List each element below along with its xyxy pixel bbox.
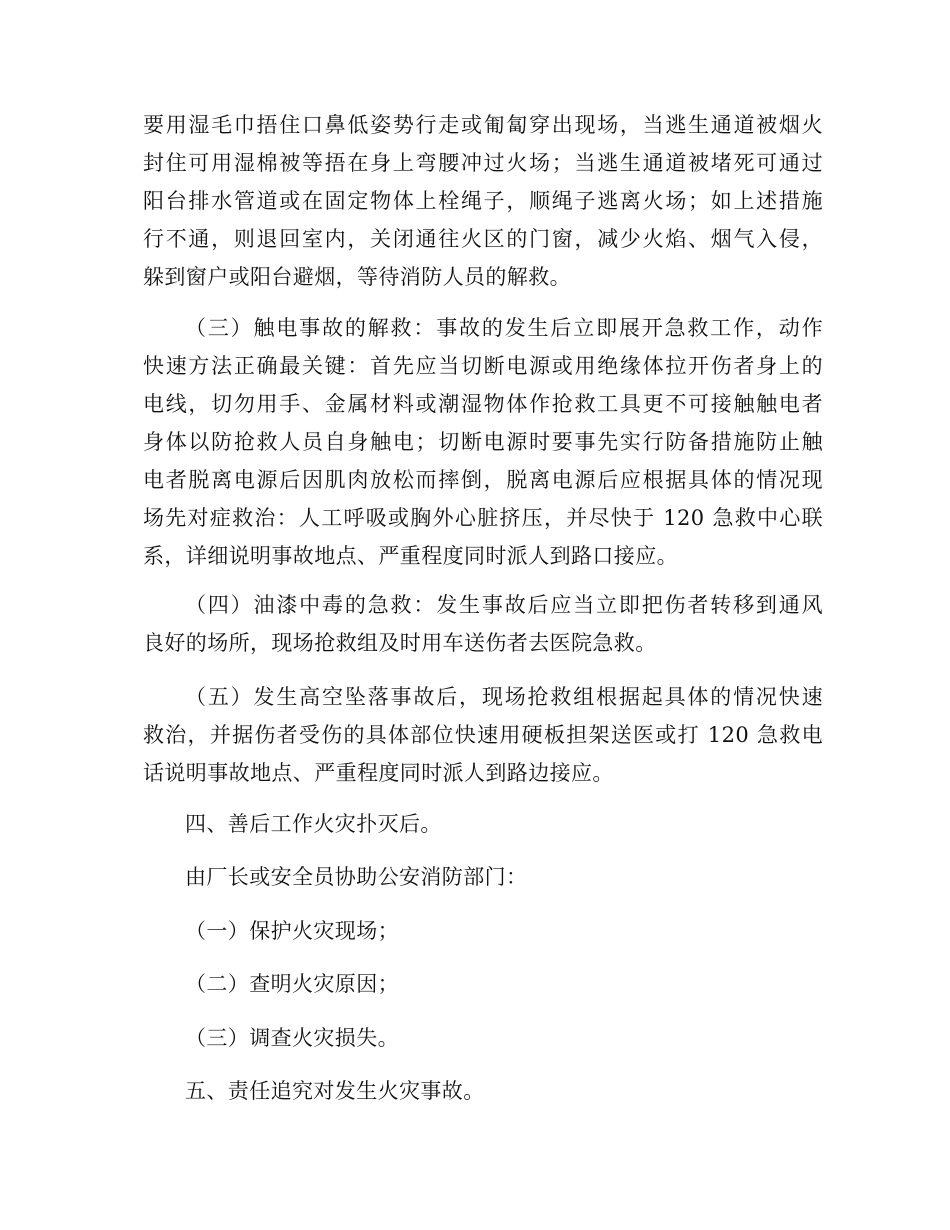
paragraph-line: （三）触电事故的解救：事故的发生后立即展开急救工作，动作 [185,316,823,340]
paragraph-line: 阳台排水管道或在固定物体上栓绳子，顺绳子逃离火场；如上述措施 [143,189,823,213]
paragraph-fall-accident [143,678,823,792]
paragraph-line: 身体以防抢救人员自身触电；切断电源时要事先实行防备措施防止触 [143,430,823,454]
paragraph-assist-fire-department: 由厂长或安全员协助公安消防部门： [185,865,528,889]
paragraph-escape-instructions [143,106,823,296]
list-item-find-cause: （二）查明火灾原因； [185,972,399,996]
section-heading-aftermath: 四、善后工作火灾扑灭后。 [185,812,442,836]
paragraph-line: 场先对症救治：人工呼吸或胸外心脏挤压，并尽快于 120 急救中心联 [143,506,823,530]
paragraph-line: 电线，切勿用手、金属材料或潮湿物体作抢救工具更不可接触触电者 [143,392,823,416]
paragraph-line: 封住可用湿棉被等捂在身上弯腰冲过火场；当逃生通道被堵死可通过 [143,151,823,175]
paragraph-line: 良好的场所，现场抢救组及时用车送伤者去医院急救。 [143,631,657,655]
paragraph-line: 话说明事故地点、严重程度同时派人到路边接应。 [143,761,614,785]
paragraph-line: （五）发生高空坠落事故后，现场抢救组根据起具体的情况快速 [185,685,823,709]
paragraph-line: （四）油漆中毒的急救：发生事故后应当立即把伤者转移到通风 [185,593,823,617]
paragraph-electric-shock [143,309,823,575]
paragraph-paint-poisoning [143,586,823,662]
paragraph-line: 躲到窗户或阳台避烟，等待消防人员的解救。 [143,265,571,289]
paragraph-line: 救治，并据伤者受伤的具体部位快速用硬板担架送医或打 120 急救电 [143,723,823,747]
paragraph-line: 系，详细说明事故地点、严重程度同时派人到路口接应。 [143,544,678,568]
paragraph-line: 快速方法正确最关键：首先应当切断电源或用绝缘体拉开伤者身上的 [143,354,823,378]
paragraph-line: 行不通，则退回室内，关闭通往火区的门窗，减少火焰、烟气入侵， [143,227,823,251]
paragraph-line: 电者脱离电源后因肌肉放松而摔倒，脱离电源后应根据具体的情况现 [143,468,823,492]
paragraph-line: 要用湿毛巾捂住口鼻低姿势行走或匍匐穿出现场，当逃生通道被烟火 [143,113,823,137]
section-heading-accountability: 五、责任追究对发生火灾事故。 [185,1079,485,1103]
list-item-investigate-loss: （三）调查火灾损失。 [185,1026,399,1050]
list-item-protect-scene: （一）保护火灾现场； [185,919,399,943]
